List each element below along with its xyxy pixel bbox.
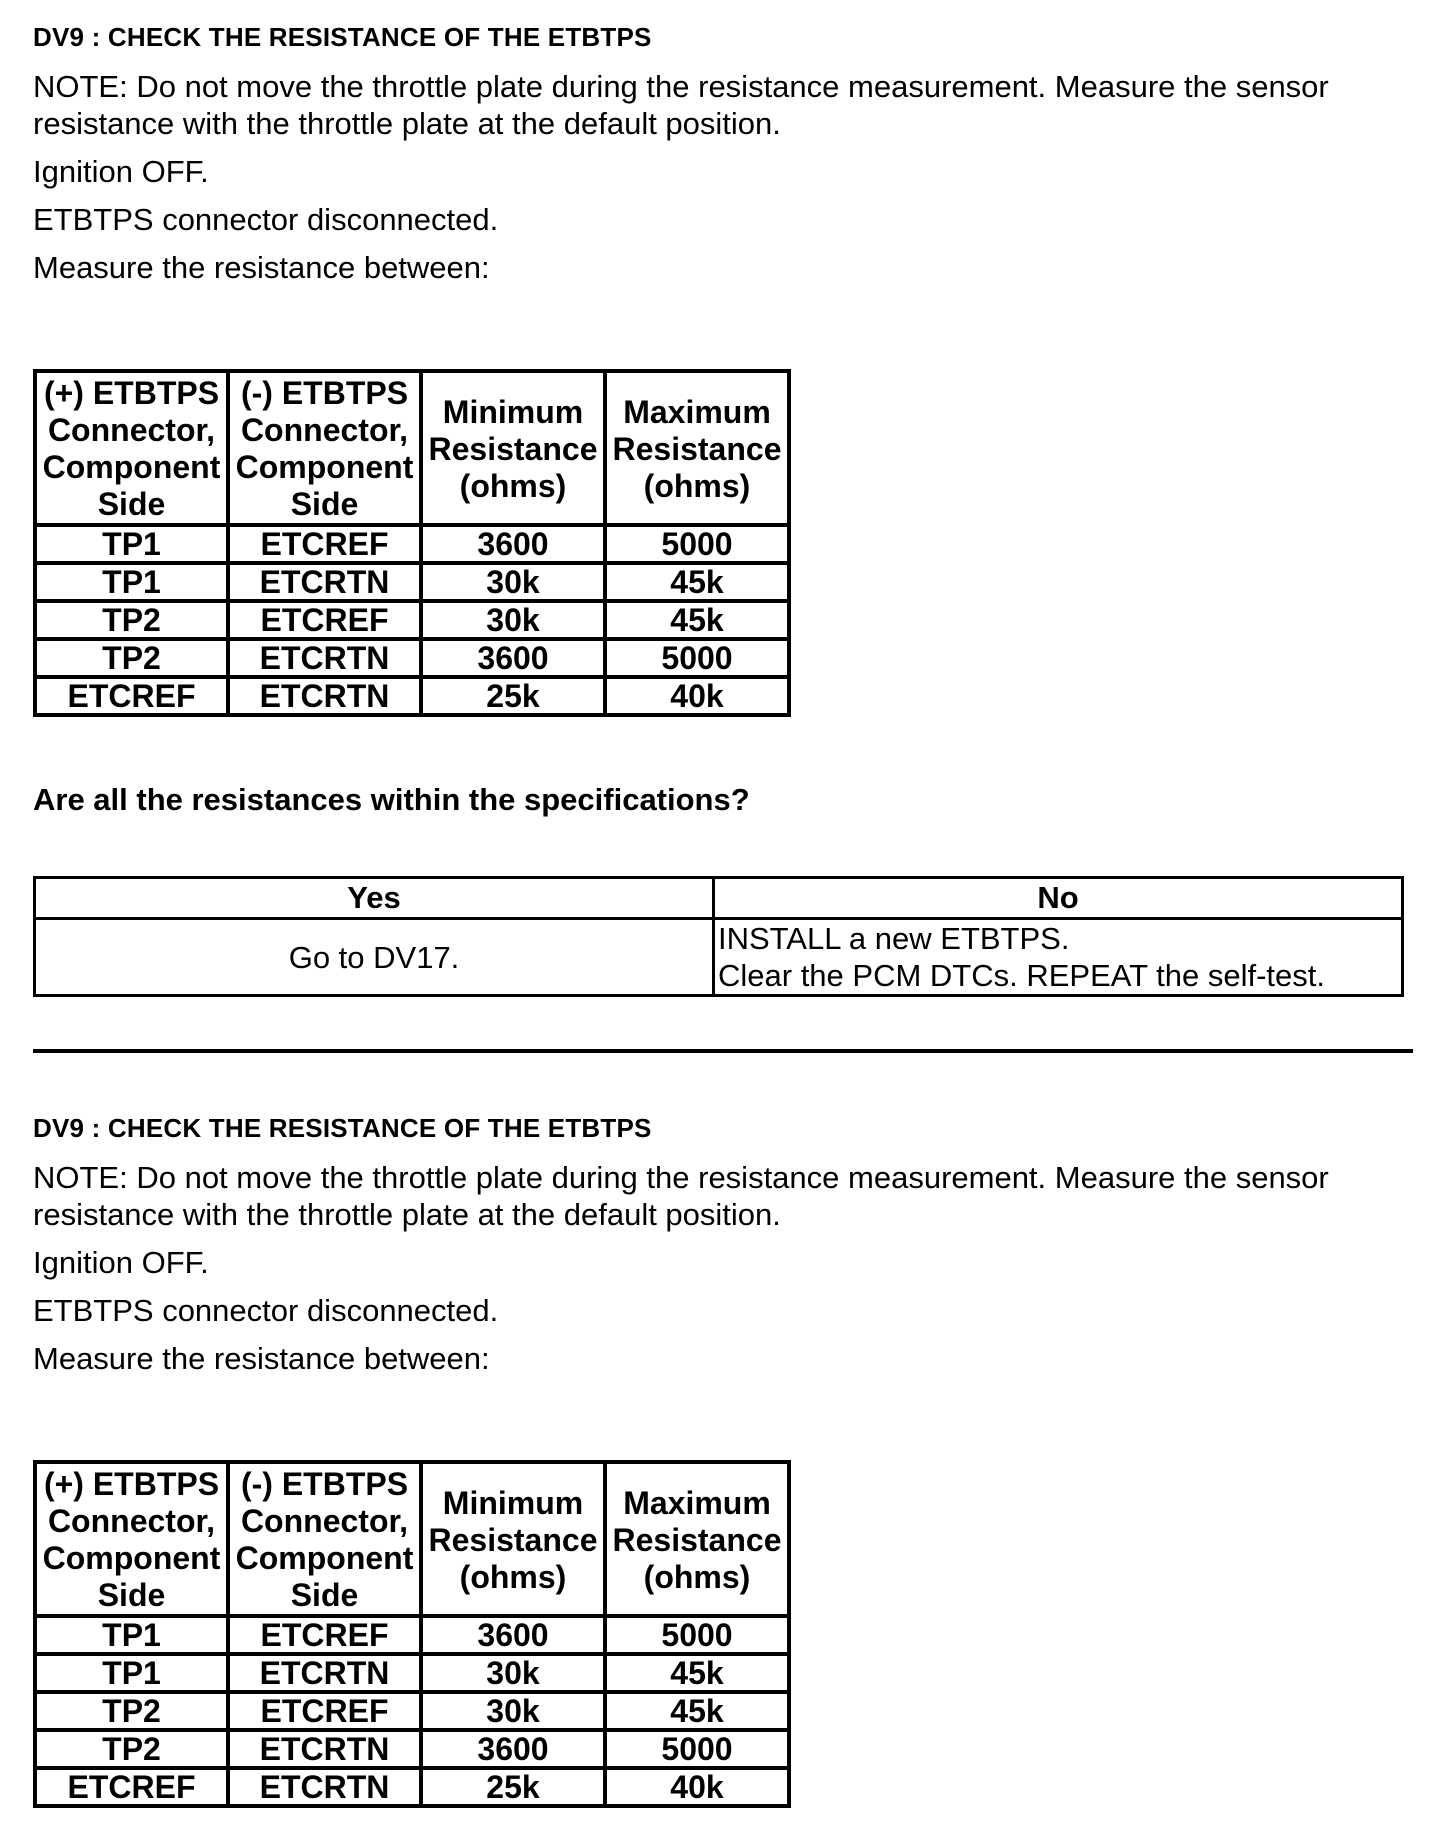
- no-action-line: Clear the PCM DTCs. REPEAT the self-test.: [718, 958, 1325, 993]
- table-cell: ETCREF: [228, 525, 421, 563]
- table-cell: 45k: [605, 563, 789, 601]
- table-cell: ETCREF: [228, 1616, 421, 1654]
- table-cell: ETCRTN: [228, 1768, 421, 1806]
- table-header-row: [35, 1462, 789, 1616]
- table-cell: TP1: [35, 563, 228, 601]
- table-cell: 45k: [605, 601, 789, 639]
- table-row: [35, 639, 789, 677]
- no-action: [714, 919, 1403, 996]
- table-cell: TP2: [35, 1692, 228, 1730]
- table-cell: ETCREF: [35, 1768, 228, 1806]
- table-cell: ETCREF: [228, 1692, 421, 1730]
- column-header: (+) ETBTPS Connector, Component Side: [35, 371, 228, 525]
- table-cell: 40k: [605, 1768, 789, 1806]
- table-cell: TP2: [35, 639, 228, 677]
- table-cell: 5000: [605, 1730, 789, 1768]
- no-header: No: [714, 878, 1403, 919]
- decision-header-row: [35, 878, 1403, 919]
- procedure-step-dv9: [33, 20, 1413, 714]
- table-cell: ETCREF: [35, 677, 228, 715]
- column-header: Minimum Resistance (ohms): [421, 371, 605, 525]
- table-cell: 45k: [605, 1692, 789, 1730]
- table-cell: ETCRTN: [228, 677, 421, 715]
- table-row: [35, 677, 789, 715]
- table-cell: TP1: [35, 1616, 228, 1654]
- column-header: (-) ETBTPS Connector, Component Side: [228, 1462, 421, 1616]
- column-header: (+) ETBTPS Connector, Component Side: [35, 1462, 228, 1616]
- decision-row: [35, 919, 1403, 996]
- table-cell: TP1: [35, 1654, 228, 1692]
- table-cell: ETCRTN: [228, 639, 421, 677]
- table-cell: 30k: [421, 563, 605, 601]
- procedure-step-dv9-repeat: [33, 1111, 1413, 1805]
- yes-action: Go to DV17.: [35, 919, 714, 996]
- decision-table: [33, 876, 1404, 997]
- column-header: Minimum Resistance (ohms): [421, 1462, 605, 1616]
- table-cell: 5000: [605, 639, 789, 677]
- step-instruction: Measure the resistance between:: [33, 1341, 490, 1376]
- decision-question: Are all the resistances within the specifications?: [33, 782, 750, 817]
- resistance-table: [33, 369, 791, 717]
- step-instruction: ETBTPS connector disconnected.: [33, 1293, 499, 1328]
- table-cell: 25k: [421, 677, 605, 715]
- table-cell: TP1: [35, 525, 228, 563]
- table-cell: 3600: [421, 639, 605, 677]
- table-row: [35, 1616, 789, 1654]
- step-heading: DV9 : CHECK THE RESISTANCE OF THE ETBTPS: [33, 1113, 652, 1143]
- column-header: Maximum Resistance (ohms): [605, 1462, 789, 1616]
- table-cell: 25k: [421, 1768, 605, 1806]
- resistance-table: [33, 1460, 791, 1808]
- step-note: NOTE: Do not move the throttle plate during the resistance measurement. Measure the sensor resistance with the throttle plate at the default position.: [33, 1160, 1329, 1232]
- table-cell: TP2: [35, 601, 228, 639]
- table-cell: ETCRTN: [228, 563, 421, 601]
- step-instruction: Measure the resistance between:: [33, 250, 490, 285]
- table-cell: 45k: [605, 1654, 789, 1692]
- table-row: [35, 1768, 789, 1806]
- table-row: [35, 1730, 789, 1768]
- table-cell: 3600: [421, 525, 605, 563]
- table-cell: 5000: [605, 525, 789, 563]
- table-cell: ETCRTN: [228, 1730, 421, 1768]
- no-action-line: INSTALL a new ETBTPS.: [718, 921, 1070, 956]
- column-header: (-) ETBTPS Connector, Component Side: [228, 371, 421, 525]
- table-cell: ETCREF: [228, 601, 421, 639]
- table-row: [35, 1692, 789, 1730]
- table-cell: TP2: [35, 1730, 228, 1768]
- table-row: [35, 563, 789, 601]
- column-header: Maximum Resistance (ohms): [605, 371, 789, 525]
- table-cell: 30k: [421, 1692, 605, 1730]
- step-note: NOTE: Do not move the throttle plate during the resistance measurement. Measure the sensor resistance with the throttle plate at the default position.: [33, 69, 1329, 141]
- table-cell: 30k: [421, 601, 605, 639]
- step-instruction: Ignition OFF.: [33, 154, 209, 189]
- table-cell: 30k: [421, 1654, 605, 1692]
- table-header-row: [35, 371, 789, 525]
- table-row: [35, 601, 789, 639]
- table-row: [35, 1654, 789, 1692]
- table-row: [35, 525, 789, 563]
- table-cell: 40k: [605, 677, 789, 715]
- table-cell: 3600: [421, 1730, 605, 1768]
- table-cell: 5000: [605, 1616, 789, 1654]
- yes-header: Yes: [35, 878, 714, 919]
- table-cell: 3600: [421, 1616, 605, 1654]
- section-divider: [33, 1049, 1413, 1053]
- table-cell: ETCRTN: [228, 1654, 421, 1692]
- step-instruction: ETBTPS connector disconnected.: [33, 202, 499, 237]
- step-instruction: Ignition OFF.: [33, 1245, 209, 1280]
- step-heading: DV9 : CHECK THE RESISTANCE OF THE ETBTPS: [33, 22, 652, 52]
